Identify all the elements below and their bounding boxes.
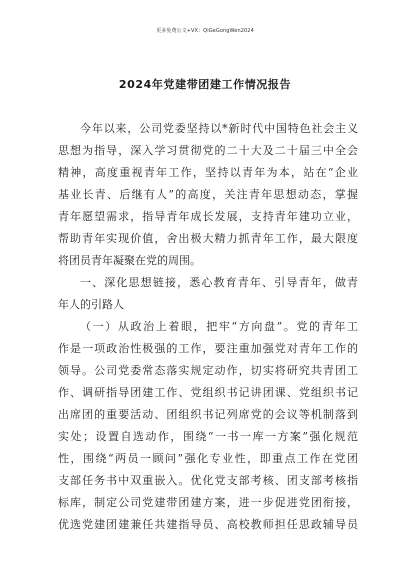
paragraph-line: 出席团的重要活动、团组织书记列席党的会议等机制落到 xyxy=(58,408,358,421)
document-title: 2024年党建带团建工作情况报告 xyxy=(118,78,292,91)
paragraph-line: 实处；设置自选动作，围绕“一书一库一方案”强化规范 xyxy=(58,430,358,443)
document-body xyxy=(58,118,358,536)
paragraph-line: 优选党建团建兼任共建指导员、高校教师担任思政辅导员 xyxy=(58,518,358,531)
paragraph-line: 支部任务书中双重嵌入。优化党支部考核、团支部考核指 xyxy=(58,474,358,487)
header-note: 更多免费公文+VX：QiGeGongWen2024 xyxy=(156,28,254,34)
paragraph-line: 今年以来，公司党委坚持以*新时代中国特色社会主义 xyxy=(80,122,358,135)
paragraph-line: 精神，高度重视青年工作，坚持以青年为本，站在“企业 xyxy=(58,166,358,179)
paragraph-line: 性，围绕“两员一顾问”强化专业性，即重点工作在党团 xyxy=(58,452,358,465)
paragraph-line: 青年愿望需求，指导青年成长发展，支持青年建功立业， xyxy=(58,210,358,223)
subsection-heading-line: （一）从政治上着眼，把牢“方向盘”。党的青年工 xyxy=(80,320,358,333)
paragraph-line: 标库，制定公司党建带团建方案，进一步促进党团衔接， xyxy=(58,496,358,509)
paragraph-line: 思想为指导，深入学习贯彻党的二十大及二十届三中全会 xyxy=(58,144,358,157)
paragraph-line: 领导。公司党委常态落实规定动作，切实将研究共青团工 xyxy=(58,364,358,377)
paragraph-line: 将团员青年凝聚在党的周围。 xyxy=(58,254,201,267)
paragraph-line: 帮助青年实现价值，舍出极大精力抓青年工作，最大限度 xyxy=(58,232,358,245)
paragraph-line: 基业长青、后继有人”的高度，关注青年思想动态，掌握 xyxy=(58,188,358,201)
paragraph-line: 作是一项政治性极强的工作，要注重加强党对青年工作的 xyxy=(58,342,358,355)
paragraph-line: 作、调研指导团建工作、党组织书记讲团课、党组织书记 xyxy=(58,386,358,399)
section-heading-line: 一、深化思想链接，悉心教育青年、引导青年，做青 xyxy=(80,276,358,289)
section-heading-line: 年人的引路人 xyxy=(58,298,124,311)
